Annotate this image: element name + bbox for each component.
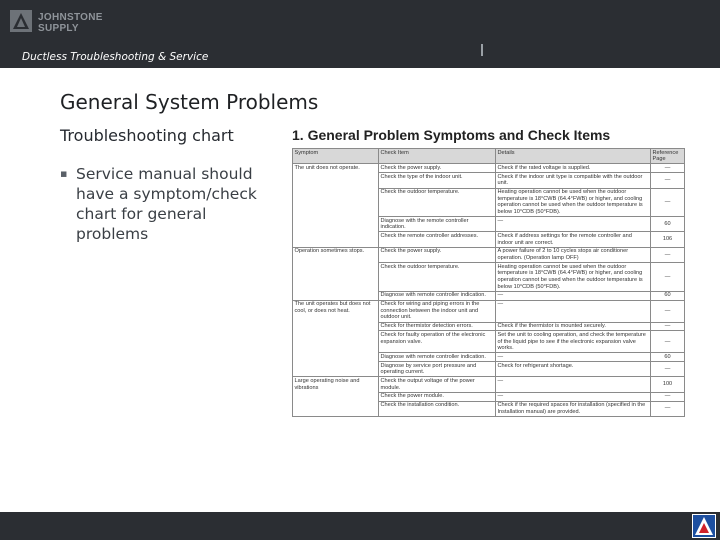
details-cell: Check if the thermistor is mounted securely. (496, 322, 651, 331)
details-cell: — (496, 392, 651, 401)
table-row (293, 377, 685, 392)
column-header: Details (496, 149, 651, 164)
reference-page-cell: 106 (651, 232, 685, 247)
logo-text-line2: SUPPLY (38, 23, 79, 34)
details-cell: Check if the rated voltage is supplied. (496, 164, 651, 173)
details-cell: — (496, 353, 651, 362)
check-item-cell: Diagnose with the remote controller indication. (379, 217, 496, 232)
bullet-text: Service manual should have a symptom/check chart for general problems (76, 165, 257, 243)
check-item-cell: Diagnose with remote controller indication. (379, 353, 496, 362)
check-item-cell: Check for thermistor detection errors. (379, 322, 496, 331)
reference-page-cell: — (651, 401, 685, 416)
reference-page-cell: — (651, 188, 685, 217)
details-cell: Check if the indoor unit type is compatible with the outdoor unit. (496, 173, 651, 188)
reference-page-cell: — (651, 164, 685, 173)
slide-subtitle: Troubleshooting chart (60, 126, 234, 145)
check-item-cell: Check for faulty operation of the electronic expansion valve. (379, 331, 496, 353)
reference-page-cell: 100 (651, 377, 685, 392)
reference-page-cell: — (651, 300, 685, 322)
reference-page-cell: 60 (651, 291, 685, 300)
check-item-cell: Check the power supply. (379, 247, 496, 262)
check-item-cell: Check the outdoor temperature. (379, 263, 496, 292)
corner-logo (692, 514, 716, 538)
symptom-cell: The unit does not operate. (293, 164, 379, 247)
details-cell: Set the unit to cooling operation, and check the temperature of the liquid pipe to see if the electronic expansion valve works. (496, 331, 651, 353)
table-header-row (293, 149, 685, 164)
reference-page-cell: — (651, 263, 685, 292)
column-header: Reference Page (651, 149, 685, 164)
reference-page-cell: — (651, 322, 685, 331)
check-item-cell: Check the power module. (379, 392, 496, 401)
check-items-table (292, 148, 685, 417)
reference-page-cell: — (651, 392, 685, 401)
details-cell: Heating operation cannot be used when the outdoor temperature is 18°CWB (64.4°FWB) or higher, and cooling operation cannot be used when the outdoor temperature is below 10°CDB (50°FDB). (496, 263, 651, 292)
details-cell: — (496, 291, 651, 300)
details-cell: Check if address settings for the remote controller and indoor unit are correct. (496, 232, 651, 247)
slide-title: General System Problems (60, 90, 319, 114)
symptom-cell: Operation sometimes stops. (293, 247, 379, 300)
details-cell: Check if the required spaces for installation (specified in the Installation manual) are provided. (496, 401, 651, 416)
logo-text (38, 12, 103, 34)
troubleshooting-chart-image (290, 124, 686, 474)
table-row (293, 300, 685, 322)
check-item-cell: Check the power supply. (379, 164, 496, 173)
bullet-item (60, 164, 275, 244)
details-cell: Heating operation cannot be used when the outdoor temperature is 18°CWB (64.4°FWB) or higher, and cooling operation cannot be used when the outdoor temperature is below 10°CDB (50°FDB). (496, 188, 651, 217)
symptom-cell: The unit operates but does not cool, or does not heat. (293, 300, 379, 377)
check-item-cell: Check the type of the indoor unit. (379, 173, 496, 188)
bullet-marker: ▪ (60, 167, 68, 180)
details-cell: — (496, 217, 651, 232)
check-item-cell: Check the outdoor temperature. (379, 188, 496, 217)
deck-title: Ductless Troubleshooting & Service (22, 51, 209, 63)
symptom-cell: Large operating noise and vibrations (293, 377, 379, 417)
check-item-cell: Check the remote controller addresses. (379, 232, 496, 247)
column-header: Check Item (379, 149, 496, 164)
reference-page-cell: — (651, 173, 685, 188)
table-row (293, 164, 685, 173)
corner-logo-icon (692, 514, 716, 538)
check-item-cell: Check the output voltage of the power module. (379, 377, 496, 392)
bottom-banner (0, 512, 720, 540)
reference-page-cell: 60 (651, 217, 685, 232)
details-cell: Check for refrigerant shortage. (496, 362, 651, 377)
reference-page-cell: — (651, 362, 685, 377)
check-item-cell: Diagnose with remote controller indication. (379, 291, 496, 300)
check-item-cell: Check for wiring and piping errors in the connection between the indoor unit and outdoor unit. (379, 300, 496, 322)
reference-page-cell: 60 (651, 353, 685, 362)
check-item-cell: Diagnose by service port pressure and operating current. (379, 362, 496, 377)
logo-mark-icon (10, 10, 32, 32)
details-cell: — (496, 300, 651, 322)
reference-page-cell: — (651, 247, 685, 262)
top-banner (0, 0, 720, 68)
column-header: Symptom (293, 149, 379, 164)
johnstone-supply-logo (10, 10, 110, 36)
table-row (293, 247, 685, 262)
table-body (293, 164, 685, 417)
chart-heading: 1. General Problem Symptoms and Check Items (292, 127, 611, 143)
check-item-cell: Check the installation condition. (379, 401, 496, 416)
header-divider (481, 44, 483, 56)
details-cell: — (496, 377, 651, 392)
reference-page-cell: — (651, 331, 685, 353)
logo-text-line1: JOHNSTONE (38, 12, 103, 23)
details-cell: A power failure of 2 to 10 cycles stops air conditioner operation. (Operation lamp OFF) (496, 247, 651, 262)
